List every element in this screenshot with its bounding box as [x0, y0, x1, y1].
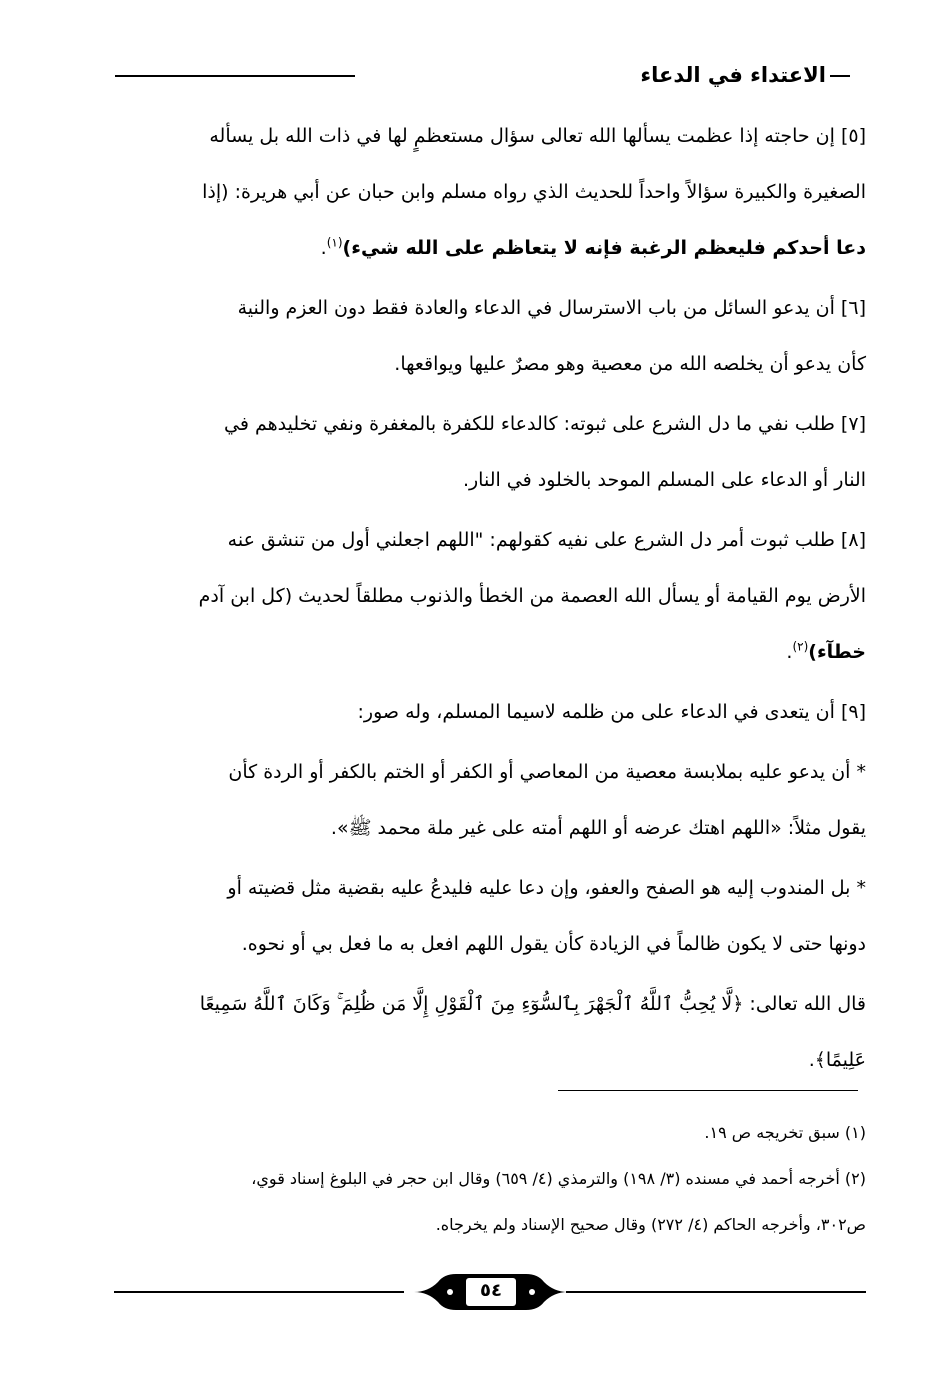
- footnotes: [118, 1110, 866, 1248]
- hadith-text: خطآء): [808, 641, 866, 663]
- header-rule-left: [115, 75, 355, 77]
- footnote-separator: [558, 1090, 858, 1091]
- text-line: [118, 220, 866, 276]
- footnote-1: (١) سبق تخريجه ص ١٩.: [704, 1123, 866, 1142]
- footnote-ref-2[interactable]: (٢): [792, 639, 809, 654]
- paragraph-8: [118, 512, 866, 680]
- running-header: [115, 58, 850, 92]
- text-line: الأرض يوم القيامة أو يسأل الله العصمة من الخطأ والذنوب مطلقاً لحديث (كل ابن آدم: [198, 585, 866, 607]
- hadith-text: دعا أحدكم فليعظم الرغبة فإنه لا يتعاظم على الله شيء): [342, 237, 866, 259]
- sentence-end: .: [320, 237, 327, 259]
- text-line: يقول مثلاً: «اللهم اهتك عرضه أو اللهم أمته على غير ملة محمد ﷺ».: [330, 817, 866, 839]
- footnote-2-line: ص٣٠٢، وأخرجه الحاكم (٤/ ٢٧٢) وقال صحيح الإسناد ولم يخرجاه.: [435, 1215, 866, 1234]
- quran-verse-line: عَلِيمًا﴾.: [808, 1049, 866, 1071]
- text-line: النار أو الدعاء على المسلم الموحد بالخلود في النار.: [462, 469, 866, 491]
- paragraph-12: [118, 976, 866, 1088]
- text-line: * أن يدعو عليه بملابسة معصية من المعاصي أو الكفر أو الختم بالكفر أو الردة كأن: [228, 761, 866, 783]
- paragraph-7: [118, 396, 866, 508]
- body-text: [118, 108, 866, 1092]
- header-rule-right: [830, 75, 850, 77]
- footnote-2-line: (٢) أخرجه أحمد في مسنده (٣/ ١٩٨) والترمذي (٤/ ٦٥٩) وقال ابن حجر في البلوغ إسناد قوي،: [251, 1169, 866, 1188]
- text-line: [٧] طلب نفي ما دل الشرع على ثبوته: كالدعاء للكفرة بالمغفرة ونفي تخليدهم في: [223, 413, 866, 435]
- header-title: الاعتداء في الدعاء: [640, 63, 826, 87]
- text-line: [٥] إن حاجته إذا عظمت يسألها الله تعالى سؤال مستعظمٍ لها في ذات الله بل يسأله: [209, 125, 866, 147]
- paragraph-6: [118, 280, 866, 392]
- ornament-rule-right: [566, 1291, 866, 1293]
- text-line: دونها حتى لا يكون ظالماً في الزيادة كأن يقول اللهم افعل به ما فعل بي أو نحوه.: [241, 933, 866, 955]
- quran-verse-line: قال الله تعالى: ﴿لَّا يُحِبُّ ٱللَّهُ ٱلْجَهْرَ بِٱلسُّوٓءِ مِنَ ٱلْقَوْلِ إِلَّا مَن ظُلِمَ ۚ وَكَانَ ٱللَّهُ سَمِيعًا: [199, 993, 866, 1015]
- page-number: ٥٤: [480, 1280, 502, 1301]
- page-number-ornament: [114, 1268, 866, 1316]
- ornament-rule-left: [114, 1291, 404, 1293]
- sentence-end: .: [786, 641, 793, 663]
- text-line: [٩] أن يتعدى في الدعاء على من ظلمه لاسيما المسلم، وله صور:: [357, 701, 866, 723]
- text-line: الصغيرة والكبيرة سؤالاً واحداً للحديث الذي رواه مسلم وابن حبان عن أبي هريرة: (إذا: [202, 181, 866, 203]
- text-line: [٦] أن يدعو السائل من باب الاسترسال في الدعاء والعادة فقط دون العزم والنية: [237, 297, 866, 319]
- text-line: كأن يدعو أن يخلصه الله من معصية وهو مصرٌ عليها ويواقعها.: [394, 353, 866, 375]
- paragraph-10: [118, 744, 866, 856]
- text-line: [٨] طلب ثبوت أمر دل الشرع على نفيه كقولهم: "اللهم اجعلني أول من تنشق عنه: [227, 529, 866, 551]
- paragraph-9: [118, 684, 866, 740]
- text-line: [118, 624, 866, 680]
- text-line: * بل المندوب إليه هو الصفح والعفو، وإن دعا عليه فليدعُ عليه بقضية مثل قضيته أو: [227, 877, 866, 899]
- paragraph-11: [118, 860, 866, 972]
- paragraph-5: [118, 108, 866, 276]
- footnote-ref-1[interactable]: (١): [326, 235, 343, 250]
